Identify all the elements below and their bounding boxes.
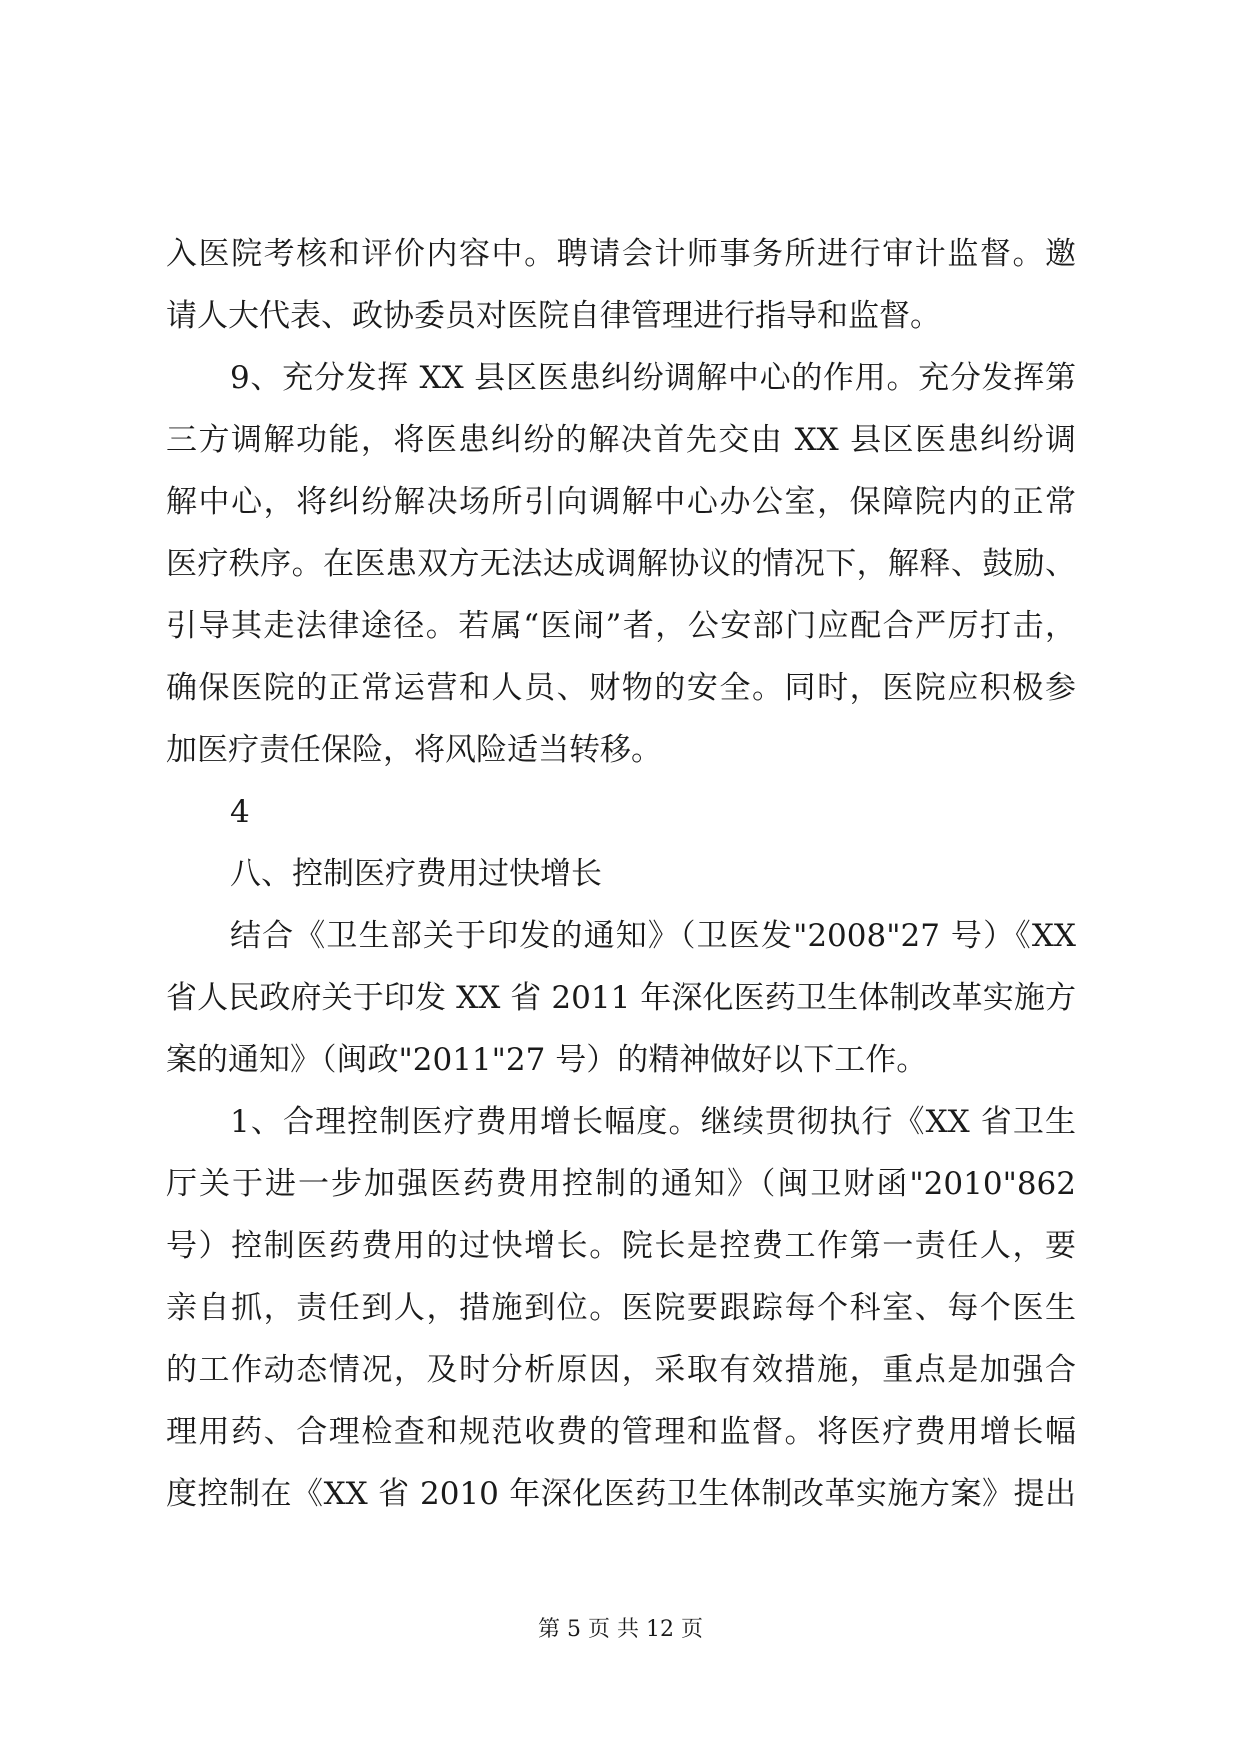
text-line: 9、充分发挥 XX 县区医患纠纷调解中心的作用。充分发挥第 — [230, 360, 1076, 396]
section-heading: 八、控制医疗费用过快增长 — [230, 856, 602, 892]
text-line: 结合《卫生部关于印发的通知》（卫医发"2008"27 号）《XX — [230, 918, 1076, 954]
text-line: 三方调解功能，将医患纠纷的解决首先交由 XX 县区医患纠纷调 — [166, 422, 1076, 458]
text-line: 厅关于进一步加强医药费用控制的通知》（闽卫财函"2010"862 — [166, 1166, 1076, 1202]
text-line: 度控制在《XX 省 2010 年深化医药卫生体制改革实施方案》提出 — [166, 1476, 1076, 1512]
text-line: 的工作动态情况，及时分析原因，采取有效措施，重点是加强合 — [166, 1352, 1076, 1388]
page-marker: 4 — [230, 794, 250, 830]
text-line: 1、合理控制医疗费用增长幅度。继续贯彻执行《XX 省卫生 — [230, 1104, 1076, 1140]
text-line: 省人民政府关于印发 XX 省 2011 年深化医药卫生体制改革实施方 — [166, 980, 1076, 1016]
text-line: 请人大代表、政协委员对医院自律管理进行指导和监督。 — [166, 298, 941, 334]
text-line: 案的通知》（闽政"2011"27 号）的精神做好以下工作。 — [166, 1042, 928, 1078]
text-line: 加医疗责任保险，将风险适当转移。 — [166, 732, 662, 768]
text-line: 入医院考核和评价内容中。聘请会计师事务所进行审计监督。邀 — [166, 236, 1076, 272]
text-line: 解中心，将纠纷解决场所引向调解中心办公室，保障院内的正常 — [166, 484, 1076, 520]
text-line: 确保医院的正常运营和人员、财物的安全。同时，医院应积极参 — [166, 670, 1076, 706]
text-line: 理用药、合理检查和规范收费的管理和监督。将医疗费用增长幅 — [166, 1414, 1076, 1450]
page-footer: 第 5 页 共 12 页 — [538, 1617, 703, 1642]
text-line: 引导其走法律途径。若属“医闹”者，公安部门应配合严厉打击， — [166, 608, 1076, 644]
text-line: 号）控制医药费用的过快增长。院长是控费工作第一责任人，要 — [166, 1228, 1076, 1264]
text-line: 医疗秩序。在医患双方无法达成调解协议的情况下，解释、鼓励、 — [166, 546, 1076, 582]
text-line: 亲自抓，责任到人，措施到位。医院要跟踪每个科室、每个医生 — [166, 1290, 1076, 1326]
